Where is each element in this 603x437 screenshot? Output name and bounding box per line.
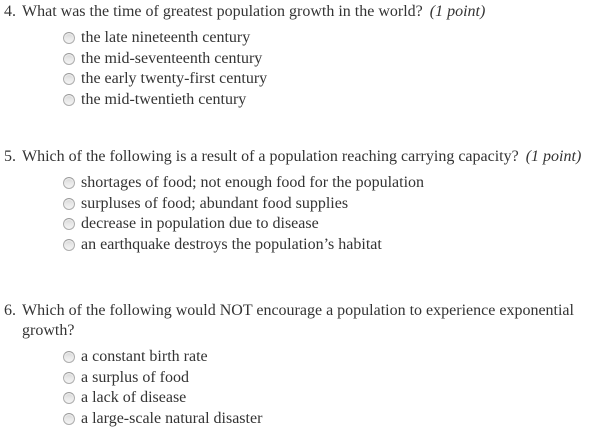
radio-button-icon[interactable] [63,239,75,251]
radio-button-icon[interactable] [63,73,75,85]
question-text: Which of the following would NOT encourage a population to experience exponential growth? [22,302,574,339]
option-label: a surplus of food [81,368,189,386]
question [4,301,603,429]
question-header [4,2,594,22]
option-label: a lack of disease [81,389,187,407]
answer-option[interactable] [63,173,603,194]
answer-option[interactable] [63,69,603,90]
option-label: a large-scale natural disaster [81,409,263,427]
radio-button-icon[interactable] [63,351,75,363]
answer-option[interactable] [63,347,603,368]
radio-button-icon[interactable] [63,218,75,230]
option-label: shortages of food; not enough food for the population [81,174,425,192]
options-list [63,28,603,110]
question-text: Which of the following is a result of a population reaching carrying capacity? [22,148,519,165]
radio-button-icon[interactable] [63,198,75,210]
question [4,147,603,255]
answer-option[interactable] [63,235,603,256]
radio-button-icon[interactable] [63,94,75,106]
option-label: decrease in population due to disease [81,215,319,233]
answer-option[interactable] [63,49,603,70]
answer-option[interactable] [63,388,603,409]
radio-button-icon[interactable] [63,177,75,189]
points-label: (1 point) [429,3,486,20]
answer-option[interactable] [63,214,603,235]
question-number: 4. [4,3,16,20]
question-text: What was the time of greatest population growth in the world? [22,3,423,20]
answer-option[interactable] [63,368,603,389]
options-list [63,347,603,429]
question-header [4,147,594,167]
answer-option[interactable] [63,90,603,111]
answer-option[interactable] [63,194,603,215]
question-number: 5. [4,148,16,165]
answer-option[interactable] [63,28,603,49]
radio-button-icon[interactable] [63,53,75,65]
options-list [63,173,603,255]
question-number: 6. [4,302,16,319]
option-label: the early twenty-first century [81,70,268,88]
points-label: (1 point) [525,148,582,165]
option-label: the late nineteenth century [81,29,251,47]
radio-button-icon[interactable] [63,392,75,404]
question [4,2,603,110]
radio-button-icon[interactable] [63,413,75,425]
radio-button-icon[interactable] [63,32,75,44]
option-label: the mid-twentieth century [81,90,247,108]
option-label: an earthquake destroys the population’s habitat [81,235,382,253]
radio-button-icon[interactable] [63,372,75,384]
option-label: the mid-seventeenth century [81,49,263,67]
option-label: a constant birth rate [81,348,208,366]
answer-option[interactable] [63,409,603,430]
question-header [4,301,594,341]
option-label: surpluses of food; abundant food supplies [81,194,349,212]
